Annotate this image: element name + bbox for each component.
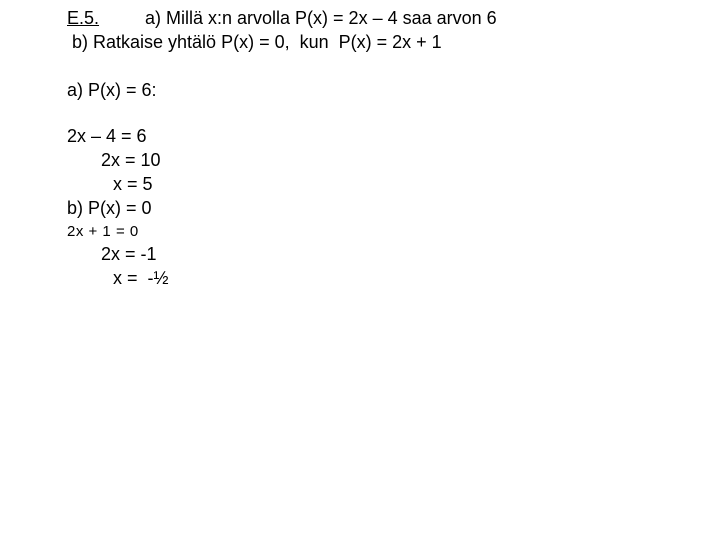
solution-a-step-2: 2x = 10 bbox=[101, 150, 161, 170]
solution-b-step-2: 2x = -1 bbox=[101, 244, 157, 264]
solution-a-step-3: x = 5 bbox=[113, 174, 153, 194]
task-part-a: a) Millä x:n arvolla P(x) = 2x – 4 saa arvon 6 bbox=[145, 8, 497, 28]
solution-a-heading: a) P(x) = 6: bbox=[67, 80, 157, 100]
solution-b-heading: b) P(x) = 0 bbox=[67, 198, 152, 218]
solution-b-step-3: x = -½ bbox=[113, 268, 169, 288]
solution-a-step-1: 2x – 4 = 6 bbox=[67, 126, 147, 146]
task-part-b: b) Ratkaise yhtälö P(x) = 0, kun P(x) = 2x + 1 bbox=[72, 32, 442, 52]
solution-b-step-1: 2x + 1 = 0 bbox=[67, 223, 139, 240]
task-label: E.5. bbox=[67, 8, 100, 28]
